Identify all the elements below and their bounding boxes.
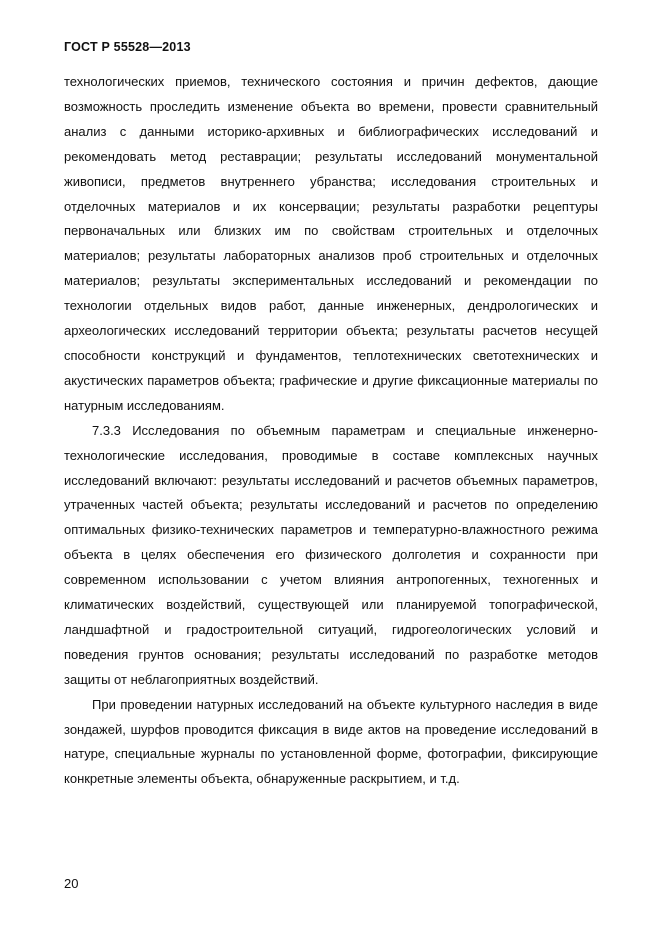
standard-header: ГОСТ Р 55528—2013: [64, 40, 191, 54]
paragraph-continuation: технологических приемов, технического состояния и причин дефектов, дающие возможность проследить изменение объекта во времени, провести сравнительный анализ с данными историко-архивных и библиографических исследований и рекомендовать метод реставрации; результаты исследований монументальной живописи, предметов внутреннего убранства; исследования строительных и отделочных материалов и их консервации; результаты разработки рецептуры первоначальных или близких им по свойствам строительных и отделочных материалов; результаты лабораторных анализов проб строительных и отделочных материалов; результаты экспериментальных исследований и рекомендации по технологии отдельных видов работ, данные инженерных, дендрологических и археологических исследований территории объекта; результаты расчетов несущей способности конструкций и фундаментов, теплотехнических светотехнических и акустических параметров объекта; графические и другие фиксационные материалы по натурным исследованиям.: [64, 74, 598, 413]
page-number: 20: [64, 876, 79, 891]
paragraph-field-research: При проведении натурных исследований на объекте культурного наследия в виде зондажей, шурфов проводится фиксация в виде актов на проведение исследований в натуре, специальные журналы по установленной форме, фотографии, фиксирующие конкретные элементы объекта, обнаруженные раскрытием, и т.д.: [64, 696, 598, 787]
body-text: [64, 70, 598, 792]
paragraph-section-7-3-3: 7.3.3 Исследования по объемным параметрам и специальные инженерно-технологические исследования, проводимые в составе комплексных научных исследований включают: результаты исследований и расчетов объемных параметров, утраченных частей объекта; результаты исследований и расчетов по определению оптимальных физико-технических параметров и температурно-влажностного режима объекта в целях обеспечения его физического долголетия и сохранности при современном использовании с учетом влияния антропогенных, техногенных и климатических воздействий, существующей или планируемой топографической, ландшафтной и градостроительной ситуаций, гидрогеологических условий и поведения грунтов основания; результаты исследований по разработке методов защиты от неблагоприятных воздействий.: [64, 422, 598, 687]
